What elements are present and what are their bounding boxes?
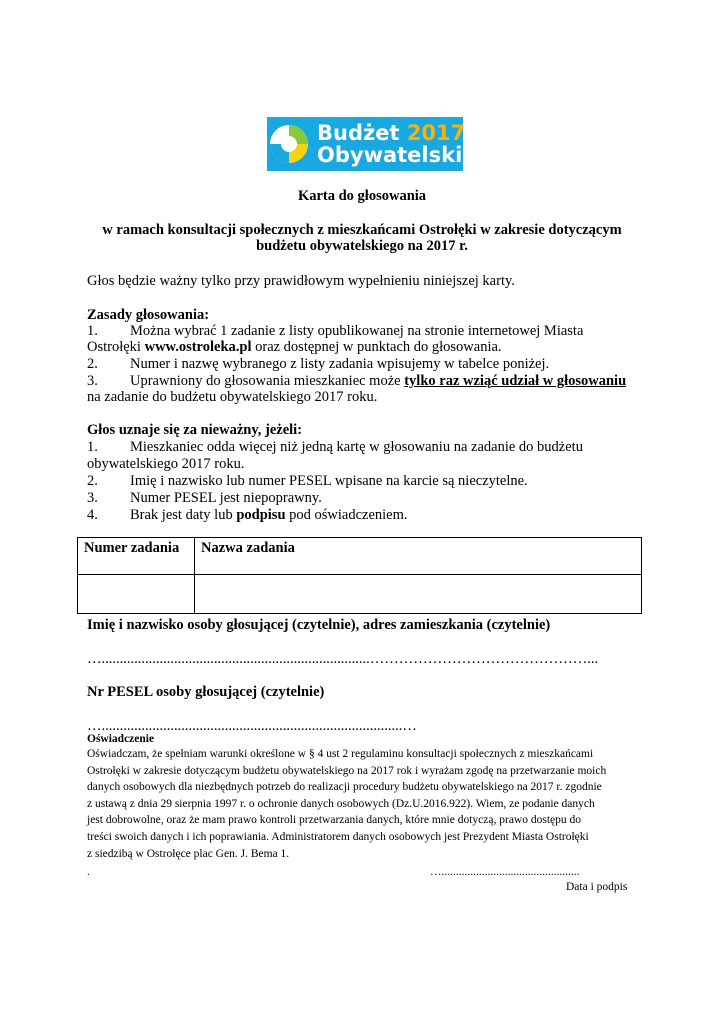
declaration-line: z ustawą z dnia 29 sierpnia 1997 r. o ochronie danych osobowych (Dz.U.2016.922). Wiem, ze podanie danych	[87, 797, 595, 810]
invalid-item-2-text: Imię i nazwisko lub numer PESEL wpisane na karcie są nieczytelne.	[130, 473, 528, 489]
budget-logo	[267, 117, 466, 171]
rules-item-2	[87, 356, 549, 373]
invalid-item-4	[87, 507, 408, 524]
page-subtitle-line2: budżetu obywatelskiego na 2017 r.	[256, 238, 468, 254]
invalid-item-2	[87, 473, 528, 490]
signature-left-dot: .	[87, 866, 90, 878]
page-title: Karta do głosowania	[297, 188, 427, 204]
rules-item-3-emphasis: tylko raz wziąć udział w głosowaniu	[404, 373, 627, 389]
logo-year: 2017	[406, 121, 466, 145]
invalid-item-3	[87, 490, 322, 507]
invalid-item-4-num: 4.	[87, 507, 98, 523]
rules-item-3-text: Uprawniony do głosowania mieszkaniec może	[130, 373, 405, 389]
col-task-name: Nazwa zadania	[195, 538, 642, 575]
invalid-item-1-cont: obywatelskiego 2017 roku.	[87, 456, 245, 472]
signature-label: Data i podpis	[566, 881, 628, 893]
vote-table-row	[78, 575, 642, 614]
rules-heading: Zasady głosowania:	[87, 307, 210, 323]
rules-item-1-num: 1.	[87, 323, 98, 339]
invalid-item-2-num: 2.	[87, 473, 98, 489]
task-name-field[interactable]	[195, 575, 642, 614]
task-number-field[interactable]	[78, 575, 195, 614]
declaration-line: Oświadczam, że spełniam warunki określone w § 4 ust 2 regulaminu konsultacji społecznych z mieszkańcami	[87, 748, 594, 760]
invalid-item-1	[87, 439, 583, 456]
validity-note: Głos będzie ważny tylko przy prawidłowym wypełnieniu niniejszej karty.	[87, 273, 515, 289]
invalid-item-4-text-pre: Brak jest daty lub	[130, 507, 237, 523]
declaration-text	[87, 746, 639, 862]
declaration-line: treści swoich danych i ich poprawiania. Administratorem danych osobowych jest Prezydent Miasta Ostrołęki	[87, 830, 589, 843]
logo-circle-icon	[267, 117, 311, 171]
page-subtitle-line1: w ramach konsultacji społecznych z mieszkańcami Ostrołęki w zakresie dotyczącym	[102, 222, 622, 238]
invalid-item-3-text: Numer PESEL jest niepoprawny.	[130, 490, 322, 506]
signature-field[interactable]: …................................................	[430, 866, 580, 878]
col-task-number: Numer zadania	[78, 538, 195, 575]
logo-civic-word: Obywatelski	[317, 143, 463, 167]
logo-budget-word: Budżet	[317, 121, 400, 145]
vote-table-header	[78, 538, 642, 575]
invalid-item-4-text-post: pod oświadczeniem.	[285, 507, 408, 523]
vote-table	[77, 537, 642, 614]
declaration-line: jest dobrowolne, oraz że mam prawo kontroli przetwarzania danych, które mnie dotyczą, prawo dostępu do	[87, 814, 582, 827]
declaration-heading: Oświadczenie	[87, 733, 155, 745]
invalid-item-1-text: Mieszkaniec odda więcej niż jedną kartę w głosowaniu na zadanie do budżetu	[130, 439, 583, 455]
pesel-field[interactable]: …...................................................................................…	[87, 718, 417, 734]
invalid-item-1-num: 1.	[87, 439, 98, 455]
declaration-line: Ostrołęki w zakresie dotyczącym budżetu obywatelskiego na 2017 rok i wyrażam zgodę na przetwarzanie moich	[87, 764, 607, 777]
rules-item-1	[87, 323, 583, 340]
rules-item-1-text: Można wybrać 1 zadanie z listy opublikowanej na stronie internetowej Miasta	[130, 323, 584, 339]
invalid-item-3-num: 3.	[87, 490, 98, 506]
voter-name-label: Imię i nazwisko osoby głosującej (czytelnie), adres zamieszkania (czytelnie)	[87, 617, 551, 633]
invalid-item-4-emphasis: podpisu	[236, 507, 286, 523]
pesel-label: Nr PESEL osoby głosującej (czytelnie)	[87, 684, 325, 700]
declaration-line: z siedzibą w Ostrołęce plac Gen. J. Bema 1.	[87, 847, 290, 860]
website-link[interactable]: www.ostroleka.pl	[144, 339, 252, 355]
rules-item-1-cont	[87, 339, 502, 356]
rules-item-3-num: 3.	[87, 373, 98, 389]
invalid-heading: Głos uznaje się za nieważny, jeżeli:	[87, 422, 303, 438]
logo-wordmark	[311, 122, 465, 166]
rules-item-1-cont-post: oraz dostępnej w punktach do głosowania.	[251, 339, 502, 355]
rules-item-2-text: Numer i nazwę wybranego z listy zadania wpisujemy w tabelce poniżej.	[130, 356, 550, 372]
rules-item-2-num: 2.	[87, 356, 98, 372]
rules-item-1-cont-pre: Ostrołęki	[87, 339, 145, 355]
rules-item-3	[87, 373, 626, 390]
voter-name-field[interactable]: …..........................................................................………………………………………...	[87, 651, 599, 667]
declaration-line: danych osobowych dla niezbędnych potrzeb do realizacji procedury budżetu obywatelskiego na 2017 r. zgodnie	[87, 781, 602, 794]
rules-item-3-cont: na zadanie do budżetu obywatelskiego 2017 roku.	[87, 389, 378, 405]
